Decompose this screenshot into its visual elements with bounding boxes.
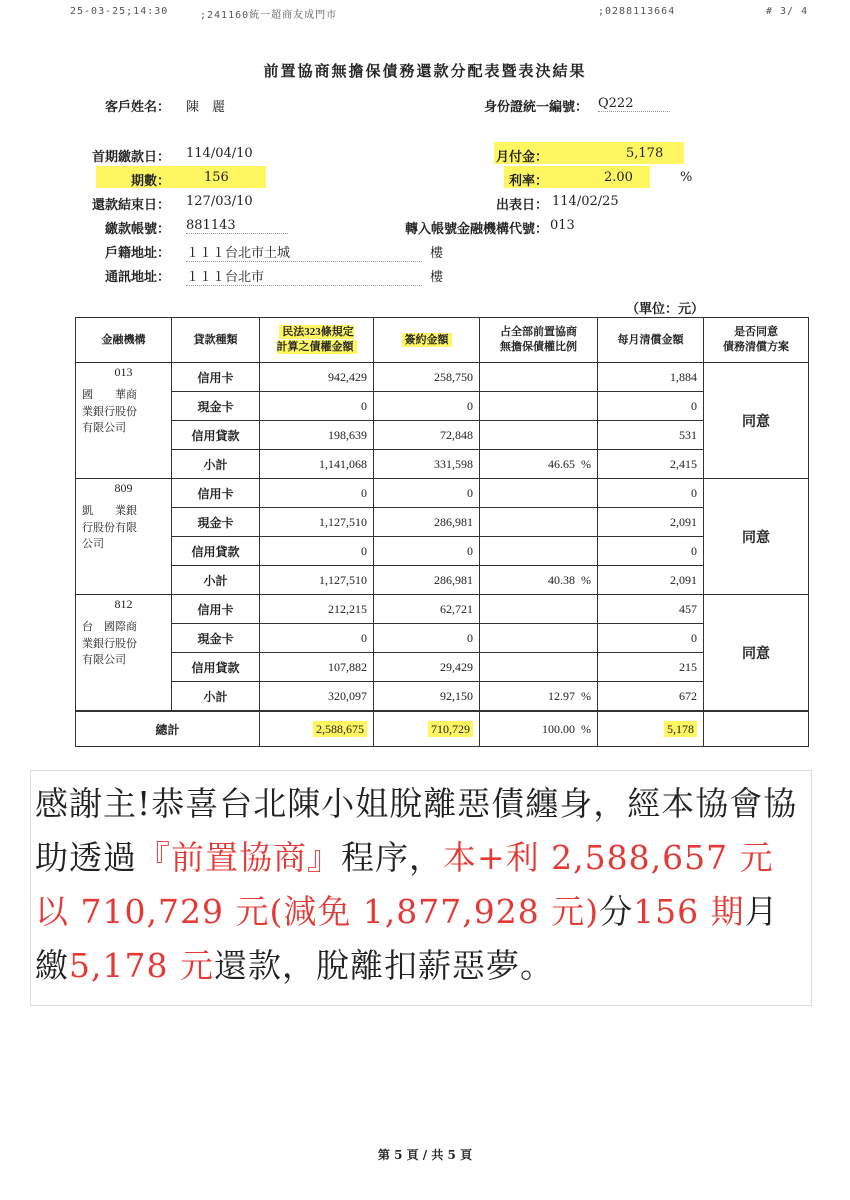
testimony-box — [30, 770, 812, 1006]
monthly-amount-cell: 215 — [598, 653, 704, 682]
periods-label: 期數： — [130, 174, 170, 189]
document-title: 前置協商無擔保債務還款分配表暨表決結果 — [263, 62, 587, 80]
table-row — [76, 653, 809, 682]
testimony-s2: 『前置協商』 — [137, 838, 341, 877]
civil-amount-cell: 0 — [260, 479, 374, 508]
table-row — [76, 595, 809, 624]
civil-amount-cell: 942,429 — [260, 363, 374, 392]
civil-amount-cell: 198,639 — [260, 421, 374, 450]
table-row — [76, 624, 809, 653]
loan-type-cell: 現金卡 — [172, 624, 260, 653]
testimony-s3: 程序， — [341, 838, 443, 877]
contract-amount-cell: 258,750 — [374, 363, 480, 392]
rate-label: 利率： — [508, 174, 548, 189]
account-number: 881143 — [186, 218, 288, 234]
ratio-cell — [480, 392, 598, 421]
contract-amount-cell: 0 — [374, 392, 480, 421]
household-address-label: 戶籍地址： — [104, 246, 170, 261]
mailing-address: １１１台北市 — [186, 266, 422, 286]
header-monthly: 每月清償金額 — [598, 318, 704, 363]
monthly-amount-cell: 672 — [598, 682, 704, 712]
loan-type-cell: 信用貸款 — [172, 653, 260, 682]
agree-cell: 同意 — [704, 479, 809, 595]
table-row — [76, 363, 809, 392]
household-address-tail: 樓 — [430, 246, 444, 261]
header-civil-law-amount: 民法323條規定 計算之債權金額 — [260, 318, 374, 363]
contract-amount-cell: 0 — [374, 479, 480, 508]
loan-type-cell: 小計 — [172, 682, 260, 712]
ratio-cell: 46.65 % — [480, 450, 598, 479]
id-label: 身份證統一編號： — [483, 100, 588, 115]
contract-amount-cell: 286,981 — [374, 508, 480, 537]
total-contract: 710,729 — [374, 711, 480, 747]
ratio-cell — [480, 363, 598, 392]
total-ratio: 100.00 % — [480, 711, 598, 747]
monthly-amount-cell: 531 — [598, 421, 704, 450]
loan-type-cell: 信用貸款 — [172, 537, 260, 566]
loan-type-cell: 小計 — [172, 566, 260, 595]
total-agree — [704, 711, 809, 747]
periods-value: 156 — [204, 170, 229, 185]
end-date: 127/03/10 — [186, 194, 253, 209]
ratio-cell — [480, 537, 598, 566]
monthly-amount-cell: 0 — [598, 392, 704, 421]
testimony-s4: 本+利 2,588,657 元以 710,729 元(減免 1,877,928 元) — [35, 838, 774, 931]
header-loan-type: 貸款種類 — [172, 318, 260, 363]
id-value: Q222 — [598, 96, 670, 112]
table-header-row — [76, 318, 809, 363]
contract-amount-cell: 331,598 — [374, 450, 480, 479]
fax-page: # 3/ 4 — [766, 6, 809, 17]
loan-type-cell: 現金卡 — [172, 392, 260, 421]
table-total-row — [76, 711, 809, 747]
end-date-label: 還款結束日： — [91, 198, 170, 213]
civil-amount-cell: 212,215 — [260, 595, 374, 624]
loan-type-cell: 信用卡 — [172, 479, 260, 508]
monthly-amount-cell: 0 — [598, 537, 704, 566]
first-payment-label: 首期繳款日： — [91, 150, 170, 165]
fax-timestamp: 25-03-25;14:30 — [70, 6, 169, 17]
bank-name-cell: 812 台 國際商 業銀行股份 有限公司 — [76, 595, 172, 712]
transfer-code: 013 — [550, 218, 575, 233]
table-row — [76, 450, 809, 479]
agree-cell: 同意 — [704, 363, 809, 479]
civil-amount-cell: 320,097 — [260, 682, 374, 712]
civil-amount-cell: 1,127,510 — [260, 566, 374, 595]
contract-amount-cell: 92,150 — [374, 682, 480, 712]
ratio-cell: 40.38 % — [480, 566, 598, 595]
contract-amount-cell: 29,429 — [374, 653, 480, 682]
loan-type-cell: 信用卡 — [172, 363, 260, 392]
fax-number: ;0288113664 — [598, 6, 676, 17]
loan-type-cell: 信用卡 — [172, 595, 260, 624]
mailing-address-tail: 樓 — [430, 270, 444, 285]
testimony-s9: 還款，脫離扣薪惡夢。 — [213, 946, 554, 985]
issue-date-label: 出表日： — [495, 198, 548, 213]
civil-amount-cell: 1,141,068 — [260, 450, 374, 479]
bank-name-cell: 809 凱 業銀 行股份有限 公司 — [76, 479, 172, 595]
table-row — [76, 479, 809, 508]
first-payment-date: 114/04/10 — [186, 146, 253, 161]
page-footer: 第 5 頁 / 共 5 頁 — [377, 1148, 473, 1162]
table-row — [76, 537, 809, 566]
fax-sender: ;241160統一超商友成門市 — [200, 10, 338, 21]
header-contract-amount: 簽約金額 — [374, 318, 480, 363]
testimony-s7: 月繳 — [35, 892, 779, 985]
household-address: １１１台北市土城 — [186, 242, 422, 262]
ratio-cell — [480, 595, 598, 624]
agree-cell: 同意 — [704, 595, 809, 712]
monthly-amount-cell: 2,415 — [598, 450, 704, 479]
monthly-amount-cell: 2,091 — [598, 566, 704, 595]
testimony-s6: 156 期 — [633, 892, 745, 931]
periods-highlight — [96, 166, 266, 188]
loan-type-cell: 現金卡 — [172, 508, 260, 537]
civil-amount-cell: 0 — [260, 537, 374, 566]
total-monthly: 5,178 — [598, 711, 704, 747]
testimony-s1: 感謝主!恭喜台北陳小姐脫離惡債纏身，經本協會協助透過 — [35, 784, 798, 877]
loan-type-cell: 信用貸款 — [172, 421, 260, 450]
ratio-cell: 12.97 % — [480, 682, 598, 712]
total-label: 總計 — [76, 711, 260, 747]
header-ratio: 占全部前置協商 無擔保債權比例 — [480, 318, 598, 363]
rate-unit: % — [680, 170, 693, 185]
civil-amount-cell: 107,882 — [260, 653, 374, 682]
contract-amount-cell: 0 — [374, 624, 480, 653]
ratio-cell — [480, 653, 598, 682]
monthly-payment-value: 5,178 — [626, 146, 664, 161]
civil-amount-cell: 0 — [260, 624, 374, 653]
contract-amount-cell: 62,721 — [374, 595, 480, 624]
ratio-cell — [480, 508, 598, 537]
loan-type-cell: 小計 — [172, 450, 260, 479]
mailing-address-label: 通訊地址： — [104, 270, 170, 285]
transfer-code-label: 轉入帳號金融機構代號： — [404, 222, 548, 237]
table-row — [76, 566, 809, 595]
monthly-amount-cell: 0 — [598, 624, 704, 653]
header-institution: 金融機構 — [76, 318, 172, 363]
account-label: 繳款帳號： — [104, 222, 170, 237]
testimony-s8: 5,178 元 — [69, 946, 214, 985]
total-civil: 2,588,675 — [260, 711, 374, 747]
monthly-amount-cell: 0 — [598, 479, 704, 508]
testimony-s5: 分 — [599, 892, 634, 931]
debt-allocation-table — [75, 317, 809, 747]
rate-value: 2.00 — [604, 170, 633, 185]
civil-amount-cell: 0 — [260, 392, 374, 421]
monthly-payment-label: 月付金： — [495, 150, 548, 165]
client-name-label: 客戶姓名： — [104, 100, 170, 115]
header-agree: 是否同意 債務清償方案 — [704, 318, 809, 363]
monthly-amount-cell: 457 — [598, 595, 704, 624]
bank-name-cell: 013 國 華商 業銀行股份 有限公司 — [76, 363, 172, 479]
table-row — [76, 682, 809, 712]
monthly-amount-cell: 2,091 — [598, 508, 704, 537]
ratio-cell — [480, 421, 598, 450]
civil-amount-cell: 1,127,510 — [260, 508, 374, 537]
unit-label: （單位：元） — [626, 302, 705, 317]
monthly-amount-cell: 1,884 — [598, 363, 704, 392]
client-name: 陳 麗 — [186, 100, 226, 115]
table-row — [76, 421, 809, 450]
contract-amount-cell: 72,848 — [374, 421, 480, 450]
contract-amount-cell: 0 — [374, 537, 480, 566]
ratio-cell — [480, 624, 598, 653]
table-row — [76, 508, 809, 537]
ratio-cell — [480, 479, 598, 508]
contract-amount-cell: 286,981 — [374, 566, 480, 595]
table-row — [76, 392, 809, 421]
issue-date: 114/02/25 — [552, 194, 619, 209]
